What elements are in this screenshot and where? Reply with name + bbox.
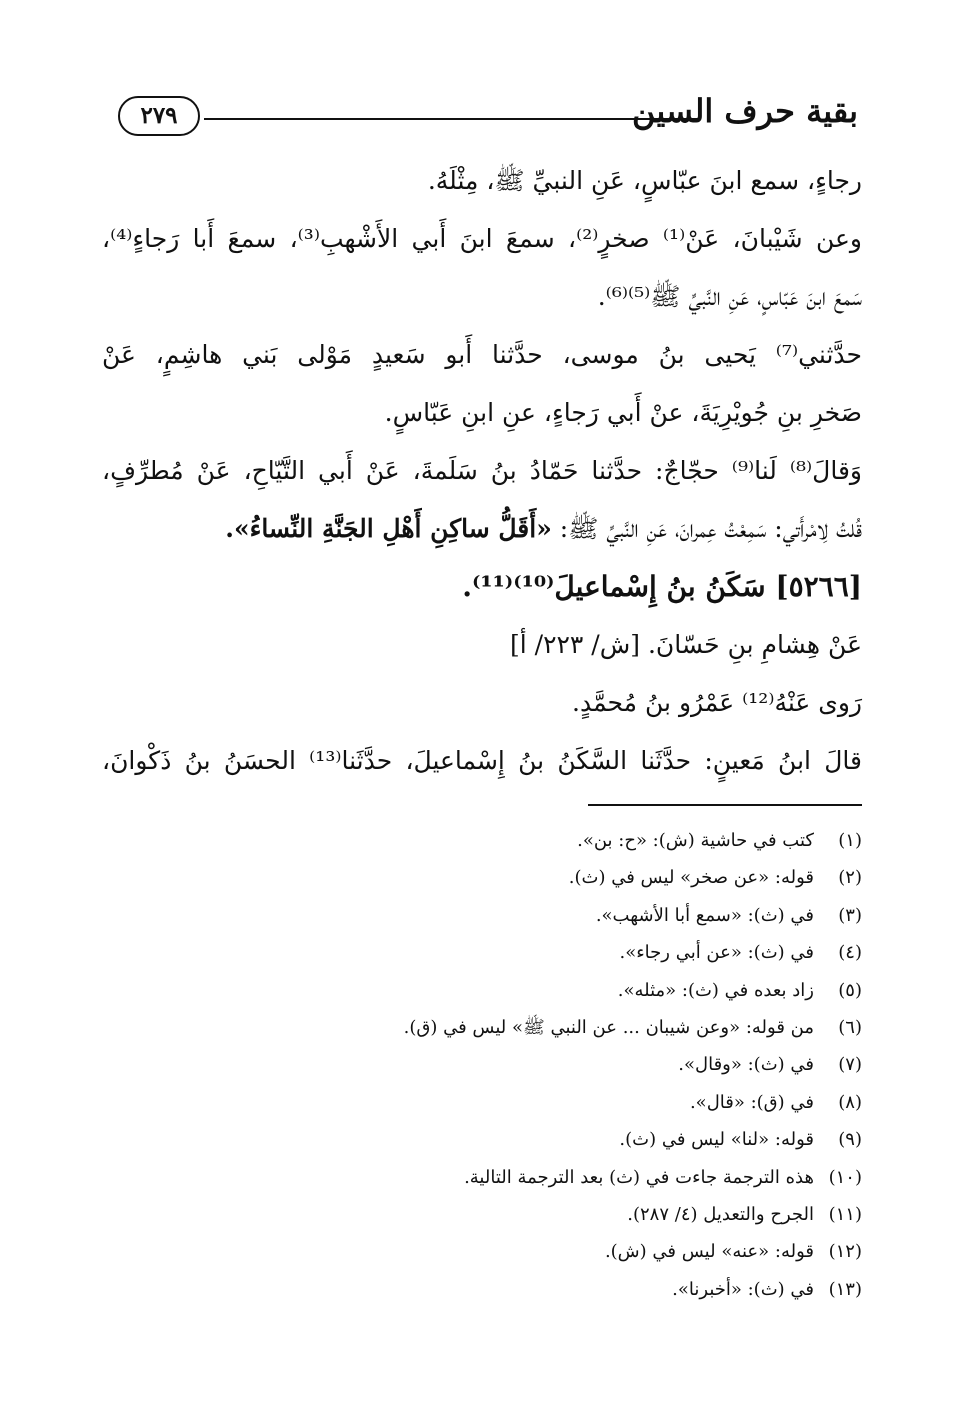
footnote-text: قوله: «عنه» ليس في (ش). xyxy=(604,1241,814,1263)
footnote-number: (١) xyxy=(838,830,862,851)
footnote-text: قوله: «عن صخر» ليس في (ث). xyxy=(568,867,814,889)
footnote xyxy=(342,1009,862,1046)
footnote-text: في (ق): «قال». xyxy=(689,1091,814,1113)
footnote-text: من قوله: «وعن شيبان ... عن النبي ﷺ» ليس في (ق). xyxy=(403,1016,814,1038)
hadith-quote: «أَقَلُّ ساكِنِ أَهْلِ الجَنَّةِ النِّساءُ». xyxy=(225,514,552,543)
footnote-number: (٢) xyxy=(838,867,862,889)
footnote xyxy=(342,1196,862,1233)
footnote xyxy=(342,859,862,896)
footnote-text: في (ث): «سمع أبا الأشهب». xyxy=(595,904,814,926)
footnote-separator xyxy=(588,804,862,806)
page-number: ٢٧٩ xyxy=(118,96,200,136)
text-line: وعن شَيْبانَ، عَنْ⁽¹⁾ صخرٍ⁽²⁾، سمعَ ابنَ أَبي الأَشْهبِ⁽³⁾، سمعَ أَبا رَجاءٍ⁽⁴⁾، xyxy=(102,224,862,253)
text-line: رجاءٍ، سمع ابنَ عبّاسٍ، عَنِ النبيِّ ﷺ، مِثْلَهُ. xyxy=(427,166,862,195)
footnote-number: (٨) xyxy=(838,1091,862,1113)
footnote xyxy=(342,1046,862,1083)
footnote-number: (٥) xyxy=(838,979,862,1001)
text-line: عَنْ هِشامِ بنِ حَسّانَ. [ش/ ٢٢٣/ أ] xyxy=(509,630,862,659)
running-title: بقية حرف السين xyxy=(632,92,858,130)
text-line: صَخرِ بنِ جُويْرِيَةَ، عنْ أَبي رَجاءٍ، عنِ ابنِ عَبّاسٍ. xyxy=(384,398,862,427)
footnote-text: في (ث): «عن أبي رجاء». xyxy=(619,942,814,964)
text-line: حدَّثني⁽⁷⁾ يَحيى بنُ موسى، حدَّثنا أَبو سَعيدٍ مَوْلى بَني هاشِمٍ، عَنْ xyxy=(102,340,862,369)
footnote-number: (١٣) xyxy=(828,1278,862,1300)
footnote-text: زاد بعده في (ث): «مثله». xyxy=(617,979,814,1001)
text-line: رَوى عَنْهُ⁽¹²⁾ عَمْرُو بنُ مُحمَّدٍ. xyxy=(572,688,862,717)
entry-heading: [٥٢٦٦] سَكَنُ بنُ إِسْماعيلَ⁽¹⁰⁾⁽¹¹⁾. xyxy=(462,570,862,603)
text-line: سَمعَ ابنَ عَبّاسٍ، عَنِ النَّبيِّ ﷺ⁽⁵⁾⁽⁶⁾. xyxy=(597,282,862,311)
page-header xyxy=(118,86,858,156)
footnote-text: قوله: «لنا» ليس في (ث). xyxy=(619,1129,814,1151)
footnote-text: هذه الترجمة جاءت في (ث) بعد الترجمة التالية. xyxy=(464,1166,814,1188)
text-line xyxy=(102,500,862,558)
footnote-number: (١٠) xyxy=(828,1166,862,1188)
footnote-number: (١١) xyxy=(828,1203,862,1225)
header-rule xyxy=(204,118,700,120)
text-line: قالَ ابنُ مَعينٍ: حدَّثَنا السَّكَنُ بنُ إِسْماعيلَ، حدَّثَنا⁽¹³⁾ الحسَنُ بنُ ذَكْوانَ، xyxy=(102,746,862,775)
footnote xyxy=(342,1271,862,1308)
footnote xyxy=(342,972,862,1009)
footnote-number: (٣) xyxy=(838,904,862,926)
footnote-text: الجرح والتعديل (٤/ ٢٨٧). xyxy=(627,1203,814,1225)
footnote-text: في (ث): «وقال». xyxy=(678,1054,814,1076)
footnote-number: (٦) xyxy=(838,1016,862,1038)
footnote-number: (١٢) xyxy=(828,1241,862,1263)
text-segment: قُلتُ لِامْرأَتي: سَمِعْتُ عِمرانَ، عَنِ النَّبيِّ ﷺ: xyxy=(551,514,862,543)
footnote-text: كتب في حاشية (ش): «ح: بن». xyxy=(577,830,814,851)
footnote-number: (٩) xyxy=(838,1129,862,1151)
text-line: وَقالَ⁽⁸⁾ لَنا⁽⁹⁾ حجّاجٌ: حدَّثنا حَمّادُ بنُ سَلَمةَ، عَنْ أَبي التَّيّاحِ، عَنْ مُطرِّفٍ، xyxy=(102,456,862,485)
footnote xyxy=(342,1084,862,1121)
footnote-number: (٧) xyxy=(838,1054,862,1076)
main-text xyxy=(102,152,862,790)
footnote xyxy=(342,934,862,971)
footnote-text: في (ث): «أخبرنا». xyxy=(672,1278,814,1300)
footnote xyxy=(342,1159,862,1196)
footnote xyxy=(342,822,862,859)
footnotes xyxy=(342,822,862,1308)
footnote xyxy=(342,1233,862,1270)
footnote xyxy=(342,897,862,934)
footnote xyxy=(342,1121,862,1158)
footnote-number: (٤) xyxy=(838,942,862,964)
